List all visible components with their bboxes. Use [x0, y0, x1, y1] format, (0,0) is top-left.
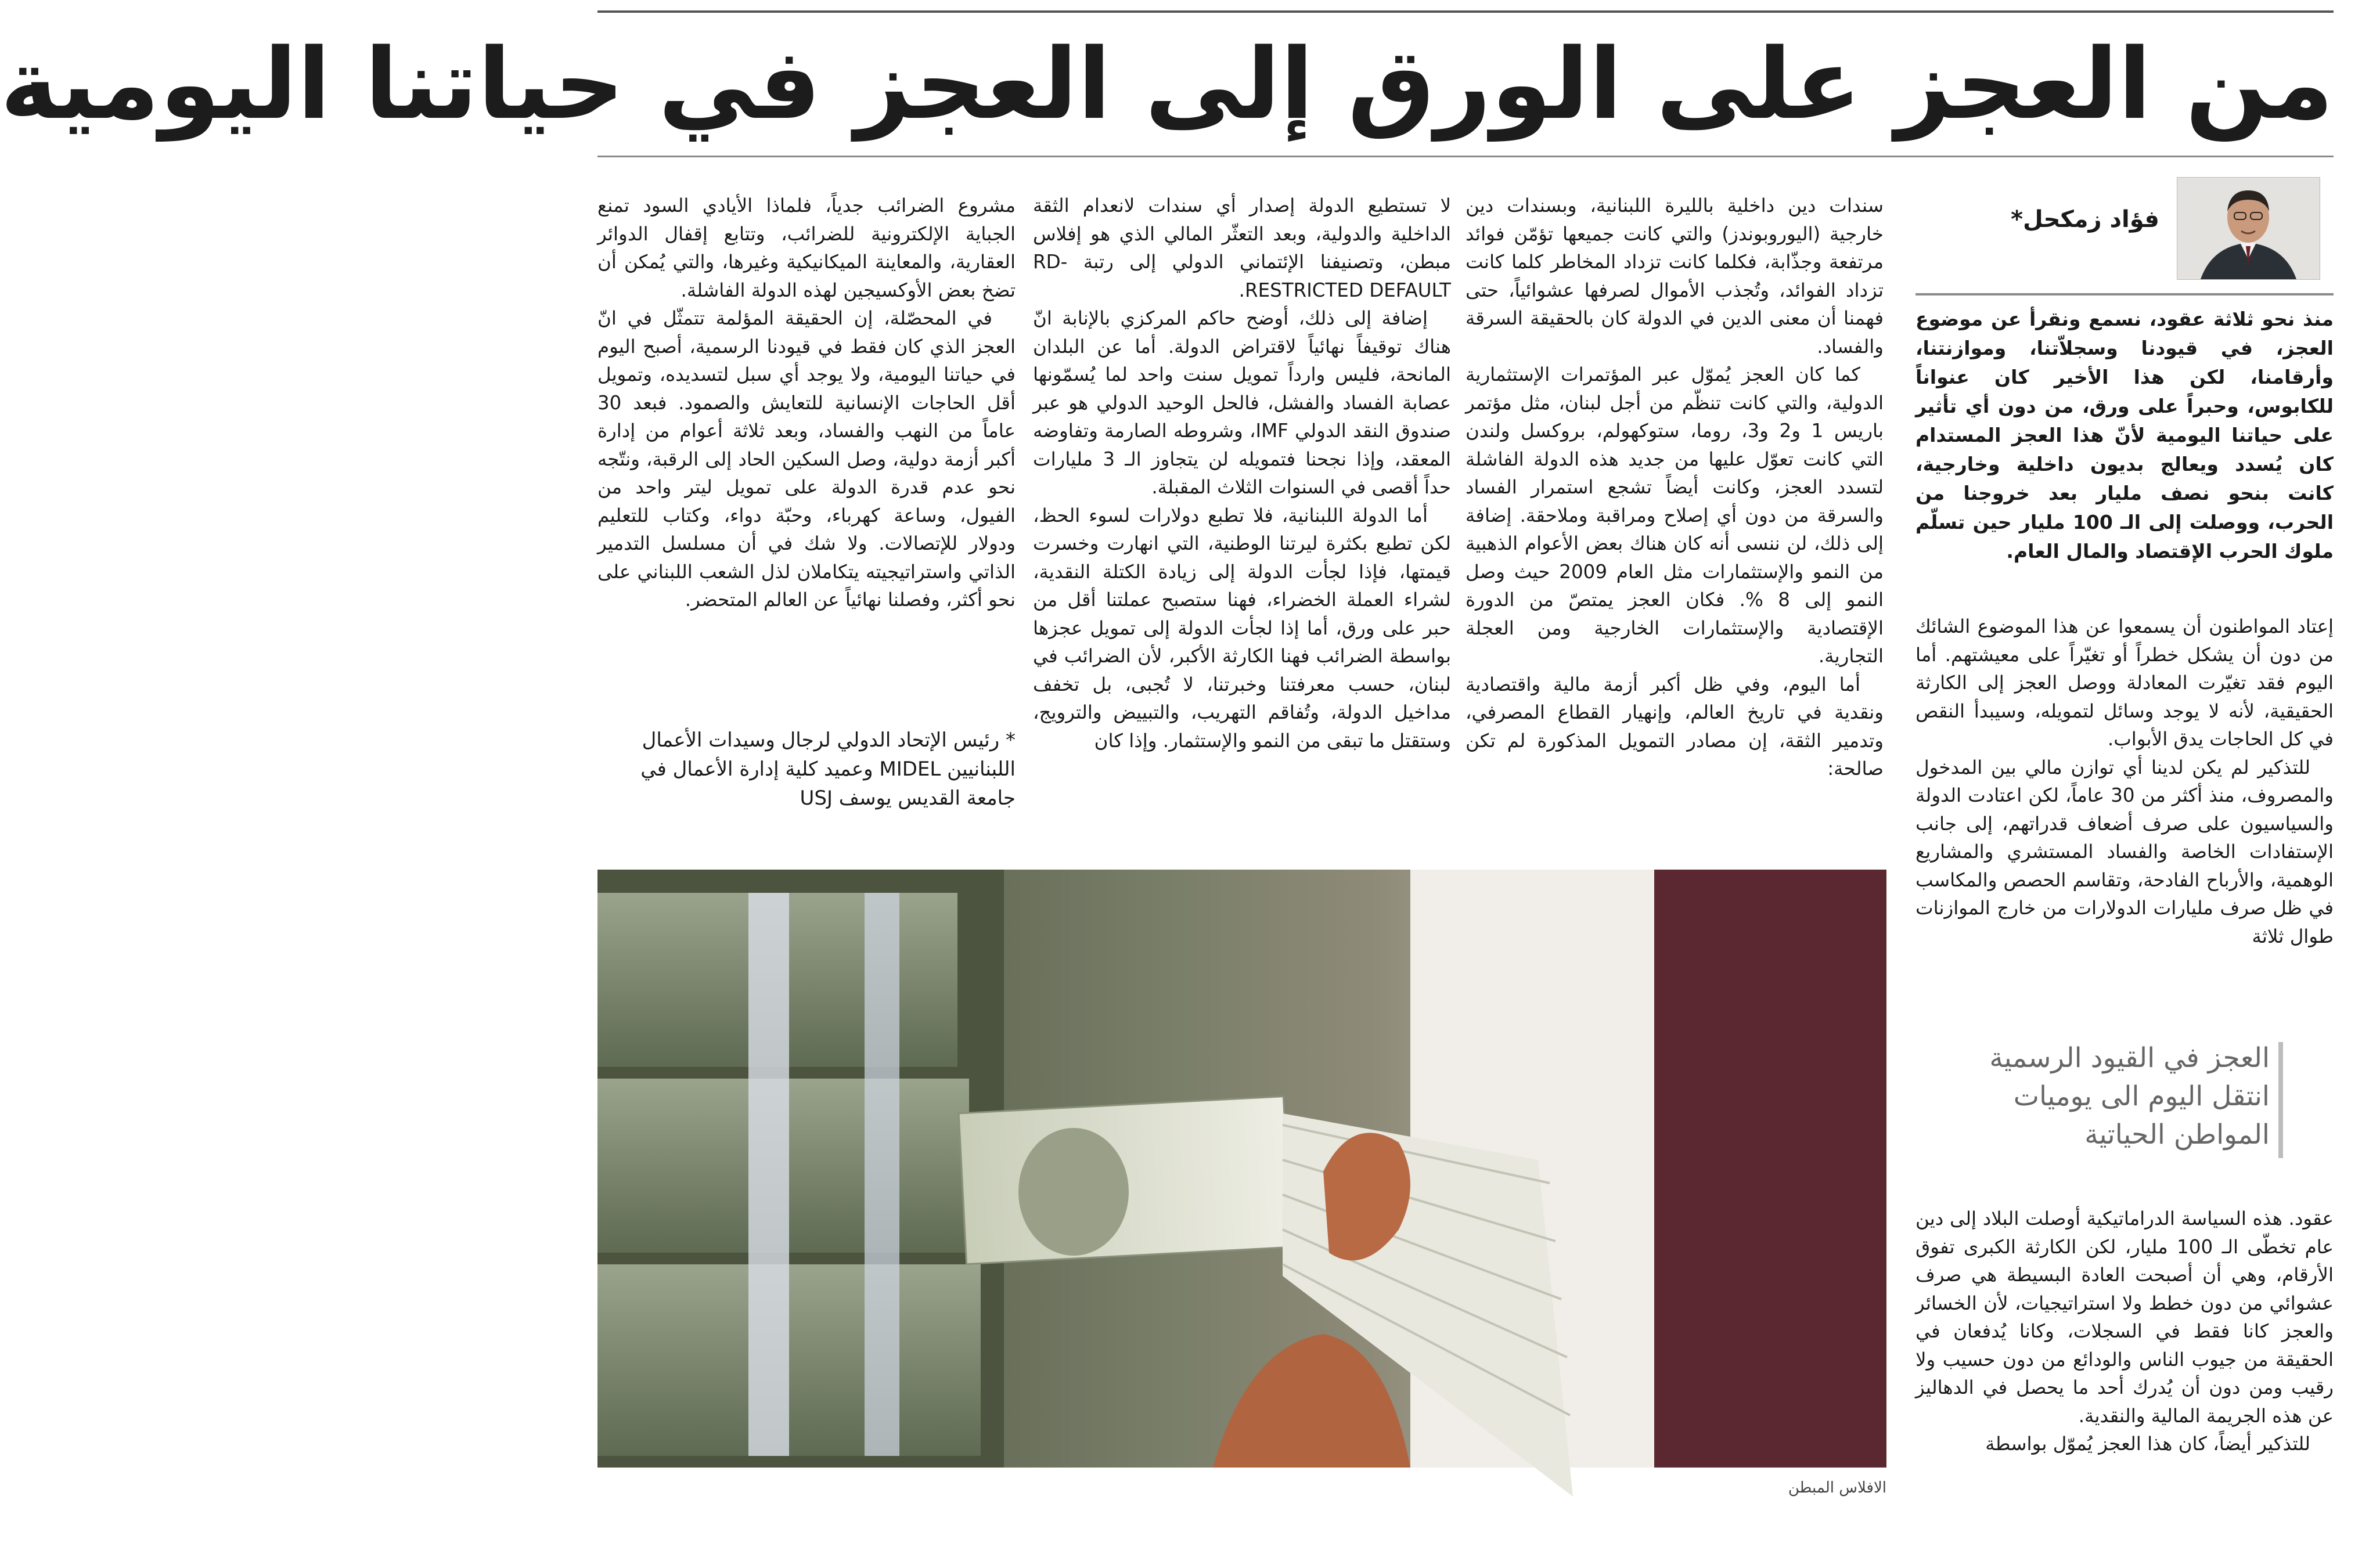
headline: من العجز على الورق إلى العجز في حياتنا اليومية — [0, 27, 2334, 141]
paragraph: إضافة إلى ذلك، أوضح حاكم المركزي بالإنابة انّ هناك توقيفاً نهائياً لاقتراض الدولة. أما عن البلدان المانحة، فليس وارداً تمويل سنت واحد لما يُسمّونها عصابة الفساد والفشل، فالحل الوحيد الدولي هو عبر صندوق النقد الدولي IMF، وشروطه الصارمة وتفاوضه المعقد، وإذا نجحنا فتمويله لن يتجاوز الـ 3 مليارات حداً أقصى في السنوات الثلاث المقبلة. — [1033, 307, 1451, 498]
author-name: فؤاد زمكحل* — [2011, 206, 2159, 233]
photo-caption: الافلاس المبطن — [1788, 1479, 1886, 1497]
paragraph: سندات دين داخلية بالليرة اللبنانية، وبسندات دين خارجية (اليوروبوندز) والتي كانت جميعها تؤمّن فوائد مرتفعة وجذّابة، فكلما كانت تزداد المخاطر كلما كانت تزداد الفوائد، وتُجذب الأموال لصرفها عشوائياً، حتى فهمنا أن معنى الدين في الدولة كان بالحقيقة السرقة والفساد. — [1466, 194, 1884, 358]
pull-quote-bar — [2278, 1042, 2283, 1158]
paragraph: أما اليوم، وفي ظل أكبر أزمة مالية واقتصادية ونقدية في تاريخ العالم، وإنهيار القطاع المصرفي، وتدمير الثقة، إن مصادر التمويل المذكورة لم تكن صالحة: — [1466, 673, 1884, 780]
column-4 — [597, 192, 1016, 714]
headline-rule — [597, 156, 2334, 157]
column-1-top — [1915, 612, 2334, 1007]
paragraph: أما الدولة اللبنانية، فلا تطبع دولارات لسوء الحظ، لكن تطبع بكثرة ليرتنا الوطنية، التي انهارت وخسرت قيمتها، فإذا لجأت الدولة إلى زيادة الكتلة النقدية، لشراء العملة الخضراء، فهنا ستصبح عملتنا أقل من حبر على ورق، أما إذا لجأت الدولة إلى تمويل عجزها بواسطة الضرائب فهنا الكارثة الأكبر، لأن الضرائب في لبنان، حسب معرفتنا وخبرتنا، لا تُجبى، بل تخفف مداخيل الدولة، وتُفاقم التهريب، والتبييض والترويج، وستقتل ما تبقى من النمو والإستثمار. وإذا كان — [1033, 504, 1451, 752]
paragraph: مشروع الضرائب جدياً، فلماذا الأيادي السود تمنع الجباية الإلكترونية للضرائب، وتتابع إقفال الدوائر العقارية، والمعاينة الميكانيكية وغيرها، والتي يُمكن أن تضخ بعض الأوكسيجين لهذه الدولة الفاشلة. — [597, 194, 1016, 301]
lede: منذ نحو ثلاثة عقود، نسمع ونقرأ عن موضوع العجز، في قيودنا وسجلاّتنا، وموازنتنا، وأرقامنا، لكن هذا الأخير كان عنواناً للكابوس، وحبراً على ورق، من دون أي تأثير على حياتنا اليومية لأنّ هذا العجز المستدام كان يُسدد ويعالج بديون داخلية وخارجية، كانت بنحو نصف مليار بعد خروجنا من الحرب، ووصلت إلى الـ 100 مليار حين تسلّم ملوك الحرب الإقتصاد والمال العام. — [1915, 308, 2334, 563]
author-footnote: * رئيس الإتحاد الدولي لرجال وسيدات الأعمال اللبنانيين MIDEL وعميد كلية إدارة الأعمال في جامعة القديس يوسف USJ — [640, 729, 1016, 810]
money-photo — [597, 870, 1886, 1468]
column-1-bottom — [1915, 1205, 2334, 1506]
column-2 — [1466, 192, 1884, 853]
paragraph: عقود. هذه السياسة الدراماتيكية أوصلت البلاد إلى دين عام تخطّى الـ 100 مليار، لكن الكارثة الكبرى تفوق الأرقام، وهي أن أصبحت العادة البسيطة هي صرف عشوائي من دون خطط ولا استراتيجيات، لأن الخسائر والعجز كانا فقط في السجلات، وكانا يُدفعان في الحقيقة من جيوب الناس والودائع من دون حسيب ولا رقيب ومن دون أن يُدرك أحد ما يحصل في الدهاليز عن هذه الجريمة المالية والنقدية. — [1915, 1207, 2334, 1427]
paragraph: للتذكير أيضاً، كان هذا العجز يُموّل بواسطة — [1985, 1433, 2310, 1455]
column-3 — [1033, 192, 1451, 853]
paragraph: إعتاد المواطنون أن يسمعوا عن هذا الموضوع الشائك من دون أن يشكل خطراً أو تغيّراً على معيشتهم. أما اليوم فقد تغيّرت المعادلة ووصل العجز إلى الكارثة الحقيقية، لأنه لا يوجد وسائل لتمويله، وسيبدأ النقص في كل الحاجات يدق الأبواب. — [1915, 615, 2334, 750]
paragraph: كما كان العجز يُموّل عبر المؤتمرات الإستثمارية الدولية، والتي كانت تنظّم من أجل لبنان، مثل مؤتمر باريس 1 و2 و3، روما، ستوكهولم، بروكسل ولندن التي كانت تعوّل عليها من جديد هذه الدولة الفاشلة لتسدد العجز، وكانت أيضاً تشجع استمرار الفساد والسرقة من دون أي إصلاح ومراقبة وملاحقة. إضافة إلى ذلك، لن ننسى أنه كان هناك بعض الأعوام الذهبية من النمو والإستثمارات مثل العام 2009 حيث وصل النمو إلى 8 %. فكان العجز يمتصّ من الدورة الإقتصادية والإستثمارات الخارجية ومن العجلة التجارية. — [1466, 363, 1884, 667]
paragraph: للتذكير لم يكن لدينا أي توازن مالي بين المدخول والمصروف، منذ أكثر من 30 عاماً، لكن اعتادت الدولة والسياسيون على صرف أضعاف قدراتهم، إلى جانب الإستفادات الخاصة والفساد المستشري والمشاريع الوهمية، والأرباح الفادحة، وتقاسم الحصص والمكاسب في ظل صرف مليارات الدولارات من خارج الموازنات طوال ثلاثة — [1915, 756, 2334, 947]
author-photo — [2177, 177, 2320, 280]
paragraph: في المحصّلة، إن الحقيقة المؤلمة تتمثّل في انّ العجز الذي كان فقط في قيودنا الرسمية، أصبح اليوم في حياتنا اليومية، ولا يوجد أي سبل لتسديده، وتمويل أقل الحاجات الإنسانية للتعايش والصمود. فبعد 30 عاماً من النهب والفساد، وبعد ثلاثة أعوام من إدارة أكبر أزمة دولية، وصل السكين الحاد إلى الرقبة، ونتّجه نحو عدم قدرة الدولة على تمويل ليتر واحد من الفيول، وساعة كهرباء، وحبّة دواء، وكتاب للتعليم ودولار للإتصالات. ولا شك في أن مسلسل التدمير الذاتي واستراتيجيته يتكاملان لذل الشعب اللبناني على نحو أكثر، وفصلنا نهائياً عن العالم المتحضر. — [597, 307, 1016, 611]
top-rule — [597, 10, 2334, 13]
pull-quote: العجز في القيود الرسمية انتقل اليوم الى يوميات المواطن الحياتية — [1989, 1042, 2270, 1151]
author-rule — [1915, 293, 2334, 295]
paragraph: لا تستطيع الدولة إصدار أي سندات لانعدام الثقة الداخلية والدولية، وبعد التعثّر المالي الذي هو إفلاس مبطن، وتصنيفنا الإئتماني الدولي إلى رتبة RD-RESTRICTED DEFAULT. — [1033, 194, 1451, 301]
